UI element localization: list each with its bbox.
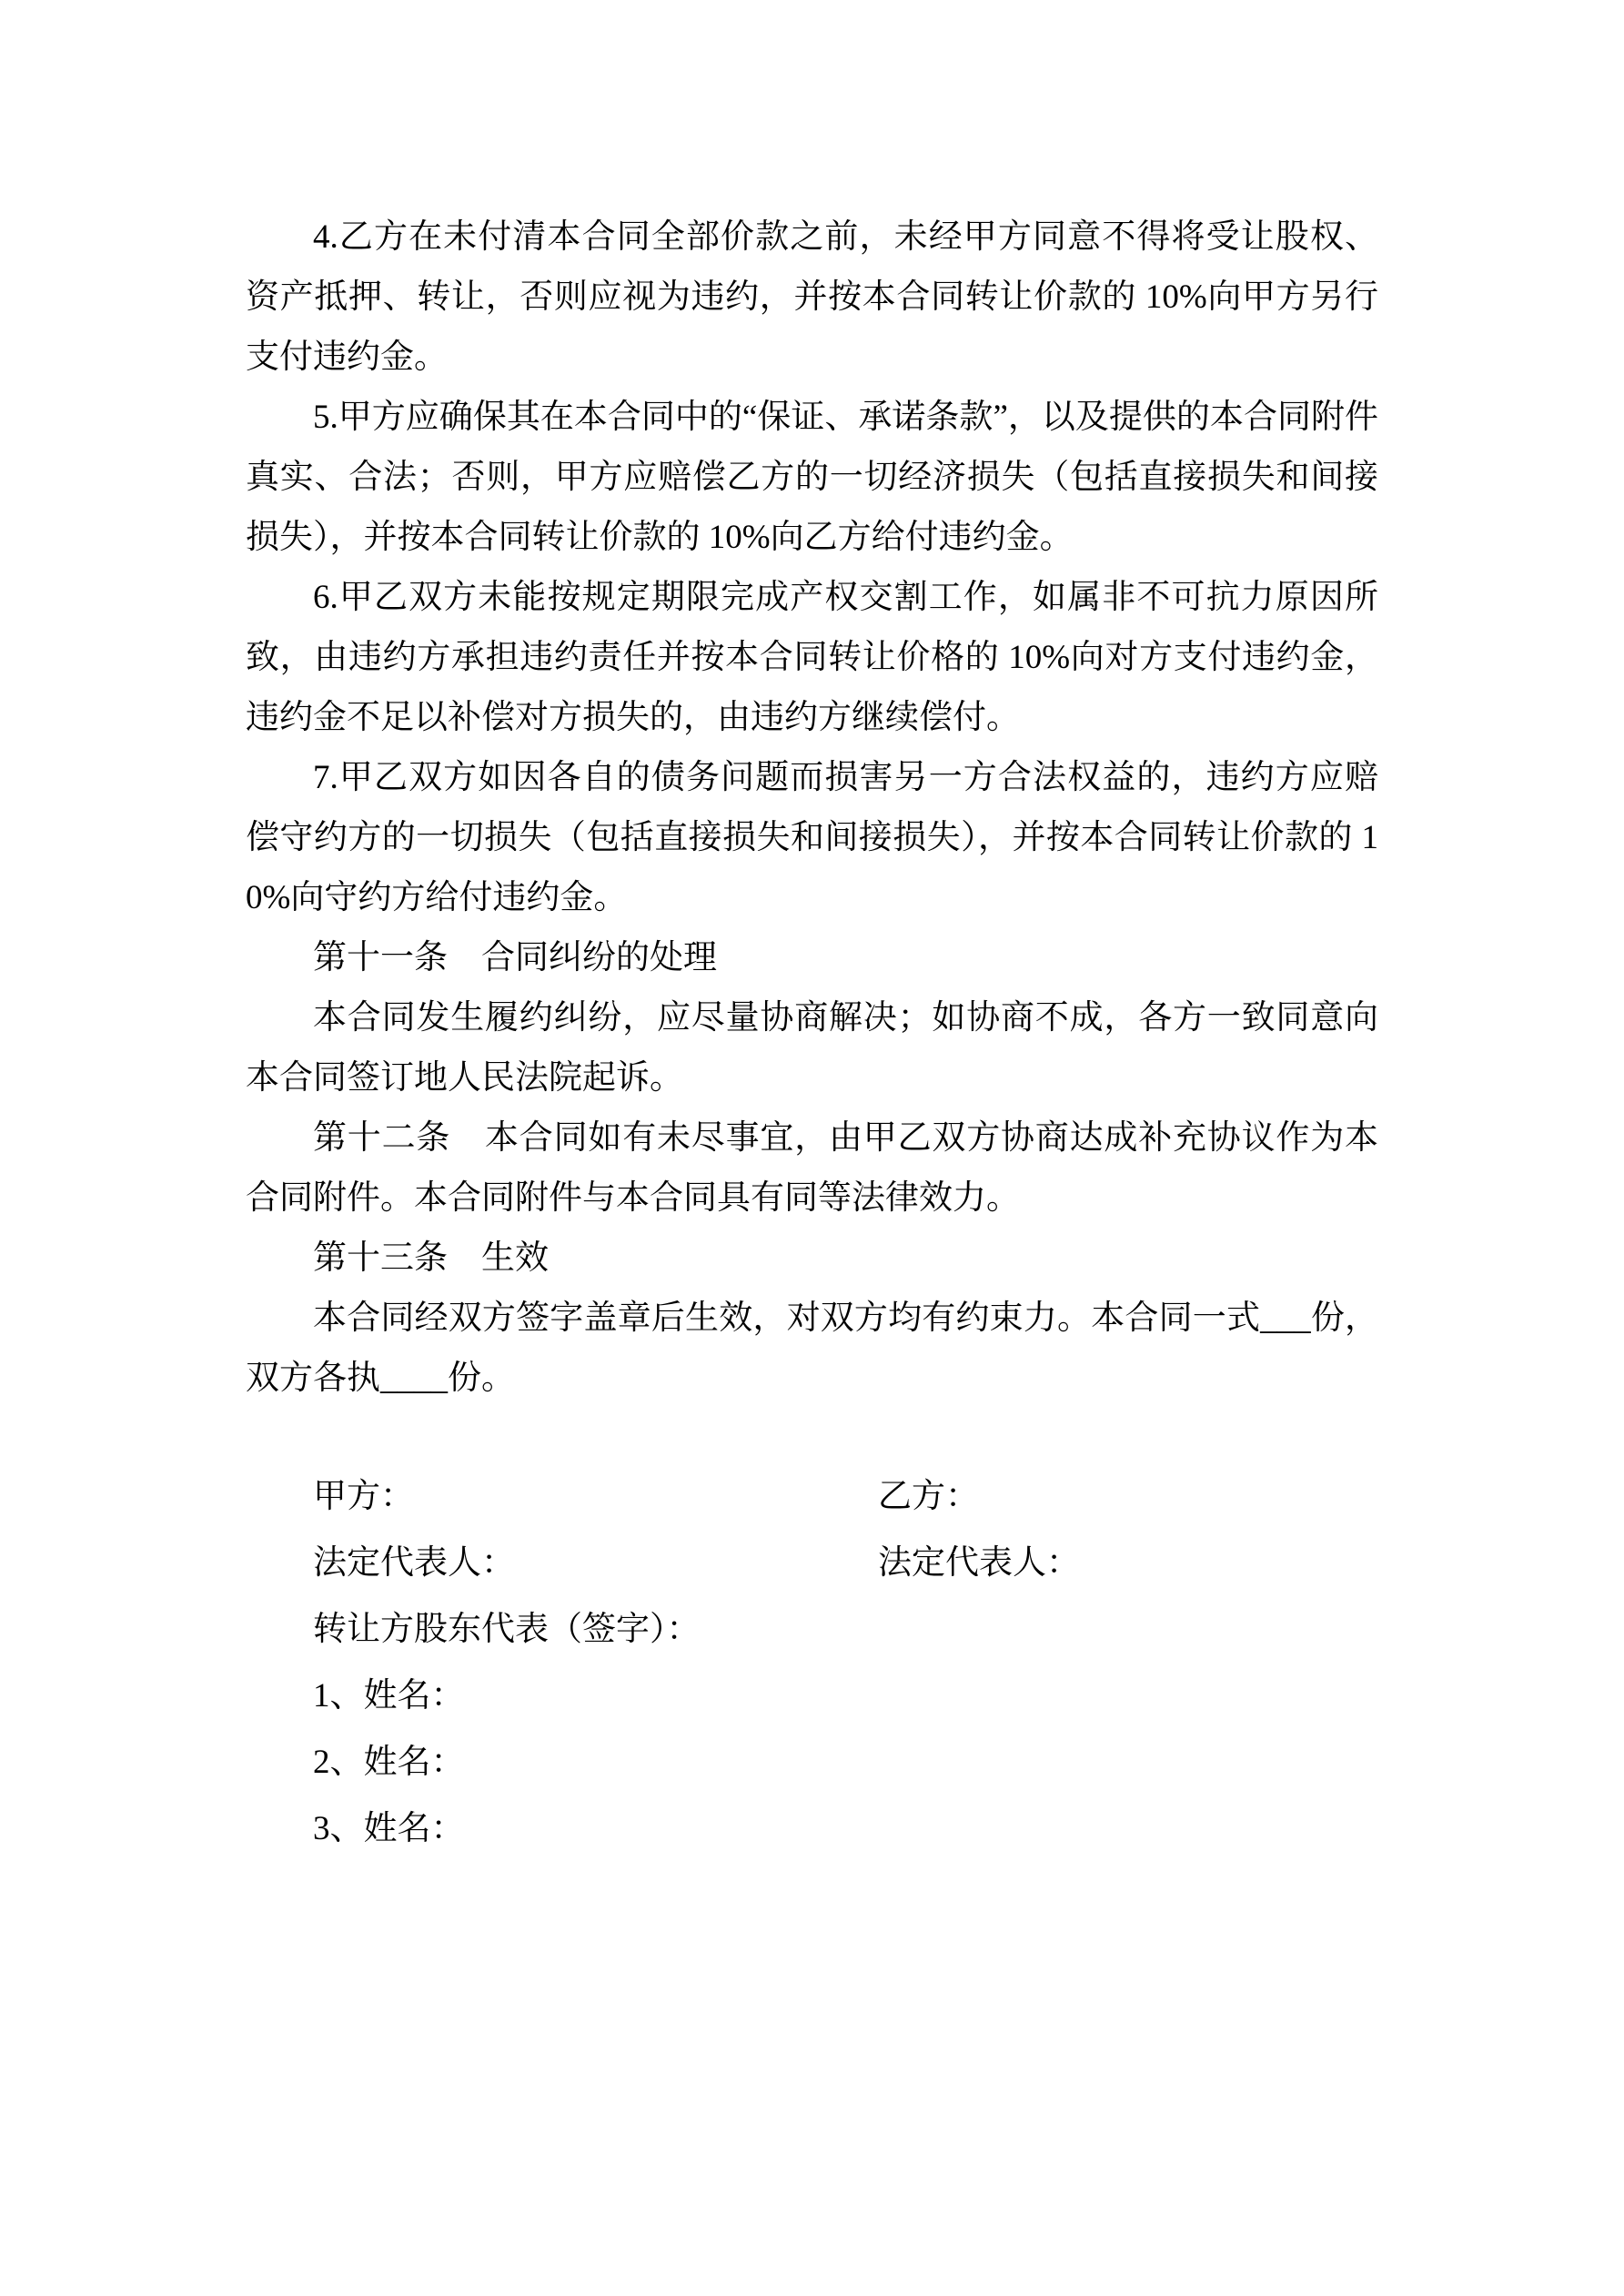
legal-rep-a-label: 法定代表人：: [313, 1544, 515, 1582]
party-b-label: 乙方：: [878, 1478, 979, 1515]
party-a-label: 甲方：: [313, 1478, 414, 1515]
article-11-heading: 第十一条 合同纠纷的处理: [313, 939, 717, 976]
article-13-paragraph: 本合同经双方签字盖章后生效，对双方均有约束力。本合同一式___份，双方各执____份。: [246, 1300, 1378, 1397]
signer-name-1: 1、姓名：: [313, 1677, 465, 1714]
signature-block: [246, 1463, 1378, 1862]
signer-name-2: 2、姓名：: [313, 1744, 465, 1781]
signer-name-3: 3、姓名：: [313, 1810, 465, 1847]
article-13-heading: 第十三条 生效: [313, 1239, 549, 1277]
clause-7-paragraph: 7.甲乙双方如因各自的债务问题而损害另一方合法权益的，违约方应赔偿守约方的一切损失（包括直接损失和间接损失），并按本合同转让价款的 10%向守约方给付违约金。: [246, 759, 1378, 916]
legal-reps-row: [246, 1530, 1378, 1596]
clause-5-paragraph: 5.甲方应确保其在本合同中的“保证、承诺条款”，以及提供的本合同附件真实、合法；否则，甲方应赔偿乙方的一切经济损失（包括直接损失和间接损失），并按本合同转让价款的 10%向乙方给付违约金。: [246, 399, 1378, 556]
article-11-paragraph: 本合同发生履约纠纷，应尽量协商解决；如协商不成，各方一致同意向本合同签订地人民法院起诉。: [246, 999, 1378, 1097]
clause-4-paragraph: 4.乙方在未付清本合同全部价款之前，未经甲方同意不得将受让股权、资产抵押、转让，否则应视为违约，并按本合同转让价款的 10%向甲方另行支付违约金。: [246, 218, 1378, 376]
parties-row: [246, 1463, 1378, 1530]
transferor-reps-label: 转让方股东代表（签字）：: [313, 1611, 701, 1648]
clause-6-paragraph: 6.甲乙双方未能按规定期限完成产权交割工作，如属非不可抗力原因所致，由违约方承担违约责任并按本合同转让价格的 10%向对方支付违约金，违约金不足以补偿对方损失的，由违约方继续偿付。: [246, 579, 1378, 736]
article-12-paragraph: 第十二条 本合同如有未尽事宜，由甲乙双方协商达成补充协议作为本合同附件。本合同附件与本合同具有同等法律效力。: [246, 1119, 1378, 1217]
legal-rep-b-label: 法定代表人：: [878, 1544, 1080, 1582]
